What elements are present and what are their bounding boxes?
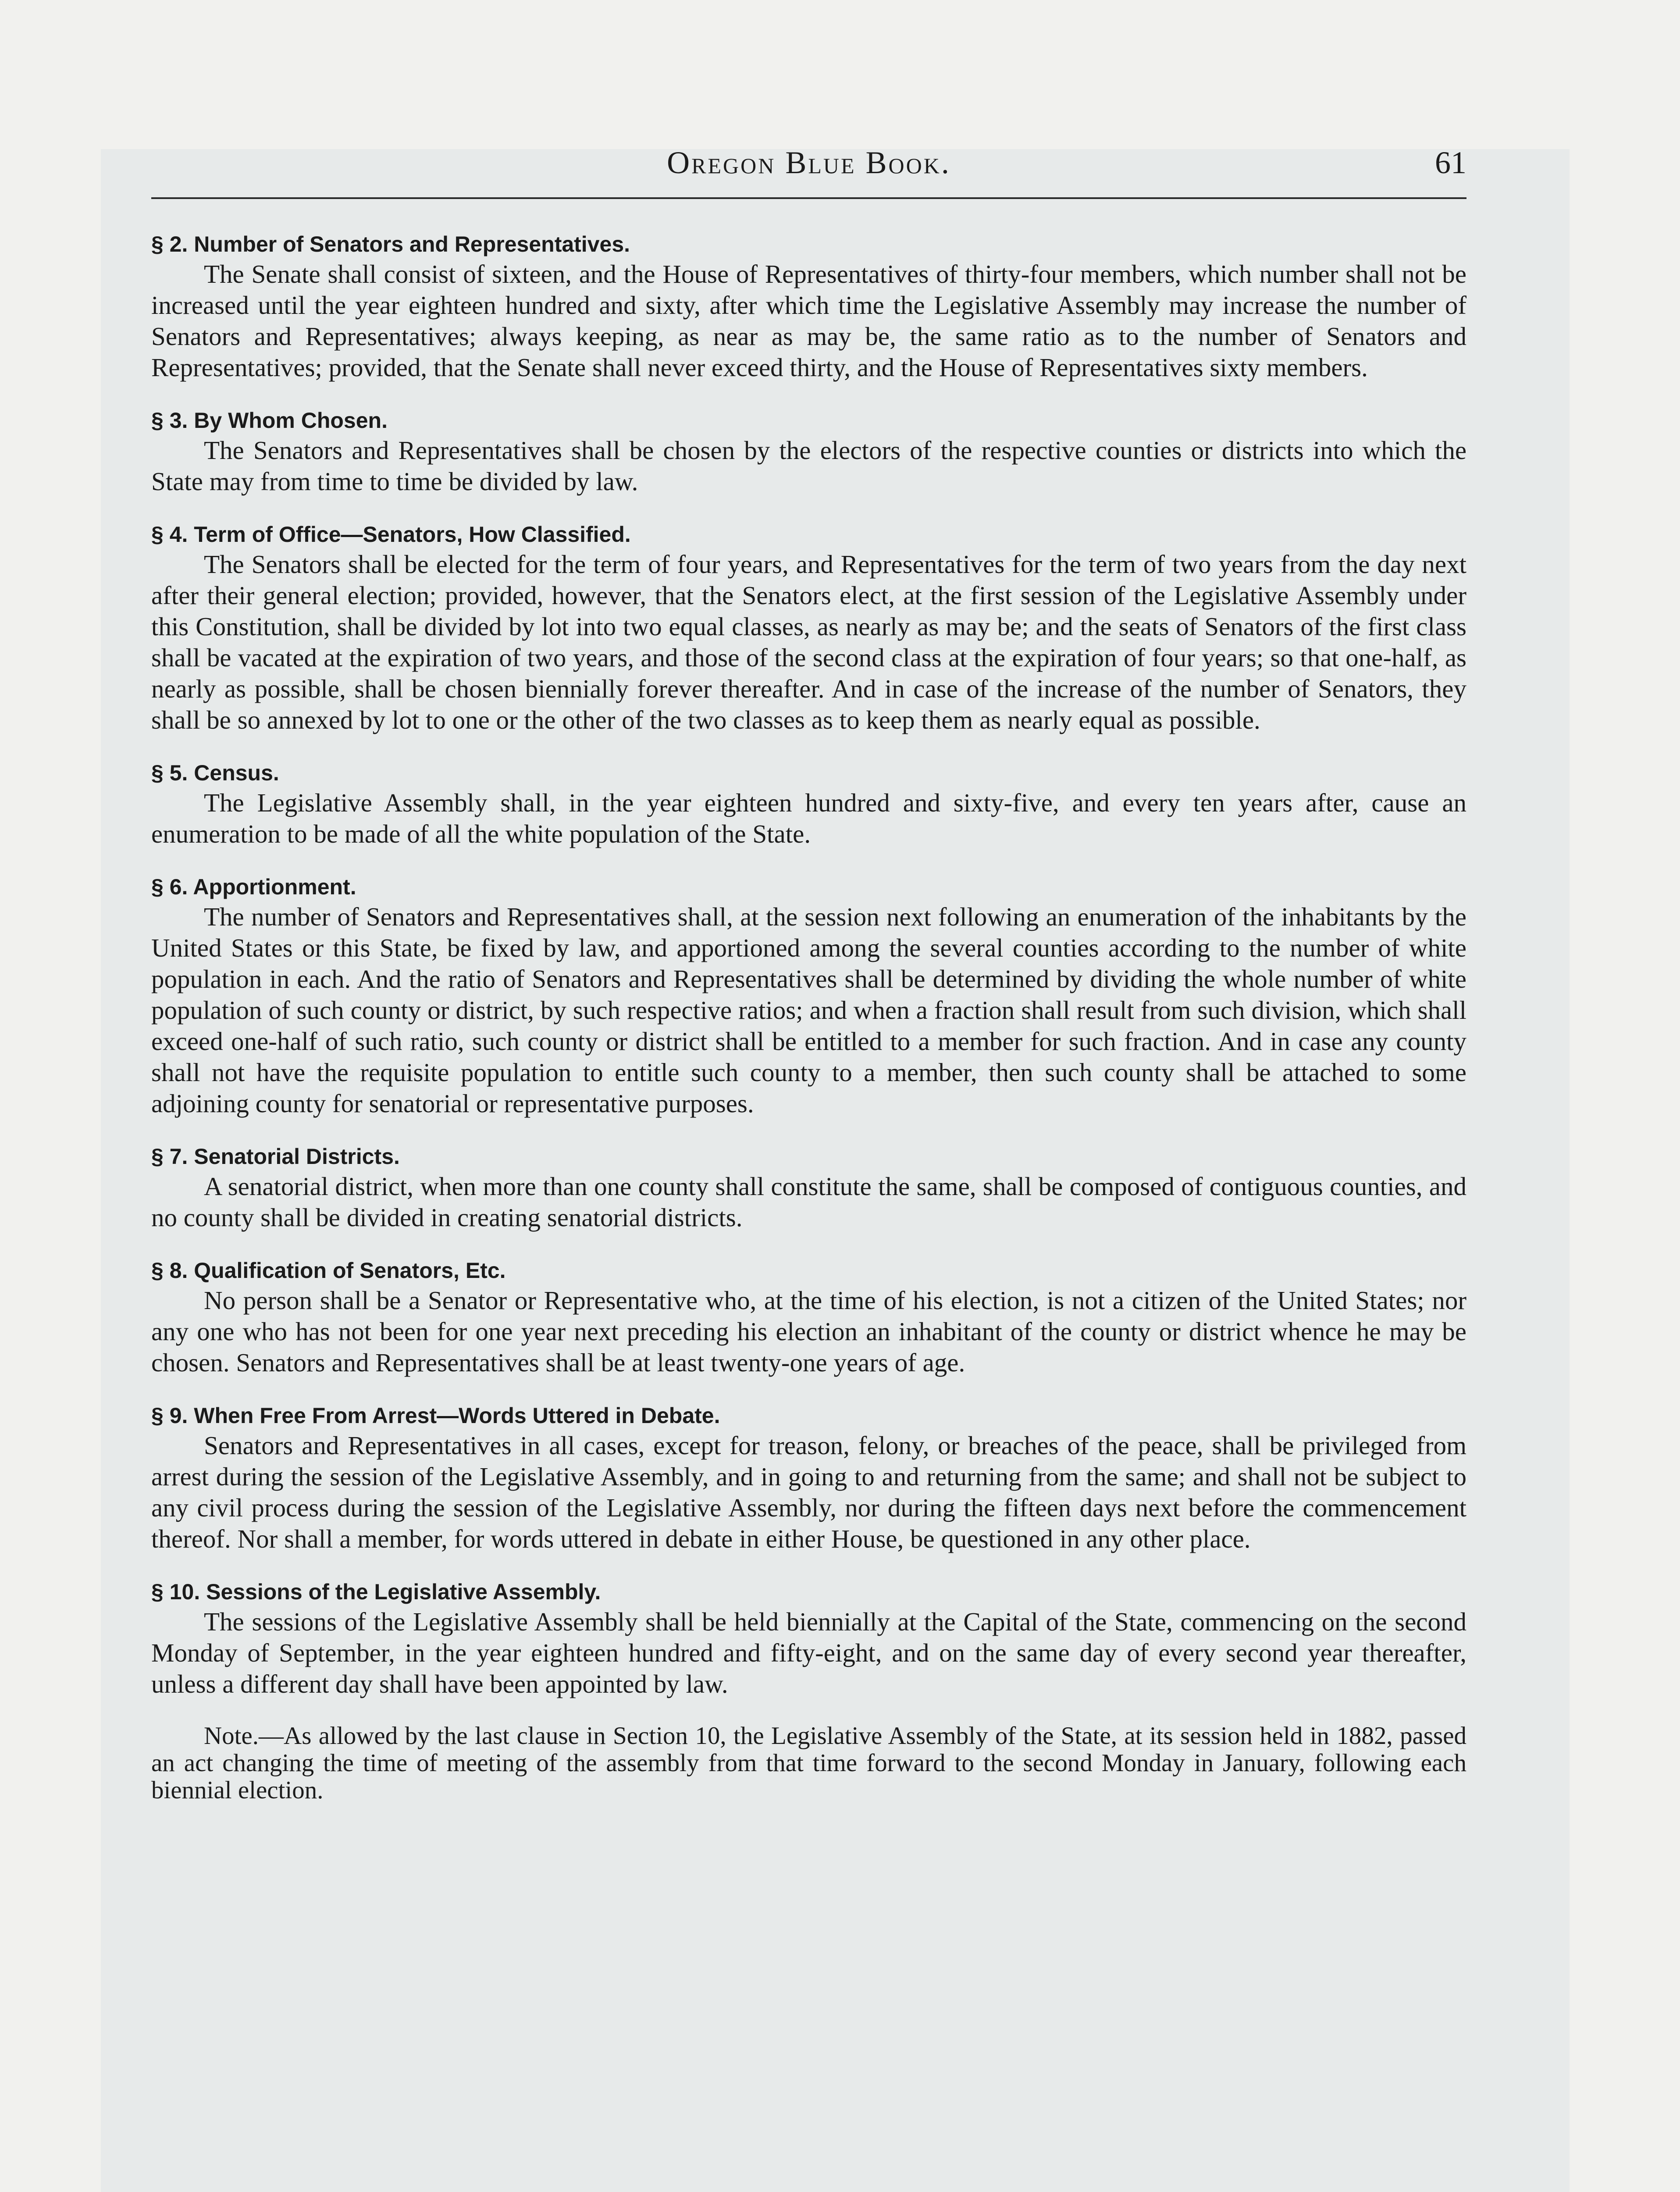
section-heading: § 6. Apportionment. — [151, 875, 356, 899]
section-text: The Legislative Assembly shall, in the year eighteen hundred and sixty-five, and every ten years after, cause an enumeration to be made of all the white population of the State. — [151, 788, 1466, 848]
section-heading: § 8. Qualification of Senators, Etc. — [151, 1258, 506, 1283]
section-text: The Senators and Representatives shall be chosen by the electors of the respective counties or districts into which the State may from time to time be divided by law. — [151, 436, 1466, 496]
section-text: The number of Senators and Representatives shall, at the session next following an enumeration of the inhabitants by the United States or this State, be fixed by law, and apportioned among the several counties according to the number of white population in each. And the ratio of Senators and Representatives shall be determined by dividing the whole number of white population of such county or district, by such respective ratios; and when a fraction shall result from such division, which shall exceed one-half of such ratio, such county or district shall be entitled to a member for such fraction. And in case any county shall not have the requisite population to entitle such county to a member, then such county shall be attached to some adjoining county for senatorial or representative purposes. — [151, 902, 1466, 1118]
section-3 — [151, 406, 1466, 497]
section-heading: § 10. Sessions of the Legislative Assembly. — [151, 1580, 601, 1604]
section-9 — [151, 1401, 1466, 1555]
section-4 — [151, 520, 1466, 736]
section-text: The sessions of the Legislative Assembly shall be held biennially at the Capital of the State, commencing on the second Monday of September, in the year eighteen hundred and fifty-eight, and on the same day of every second year thereafter, unless a different day shall have been appointed by law. — [151, 1607, 1466, 1698]
document-body — [151, 199, 1466, 1804]
document-page — [151, 132, 1466, 1804]
section-5 — [151, 758, 1466, 850]
section-heading: § 2. Number of Senators and Representatives. — [151, 232, 630, 256]
section-text: Senators and Representatives in all cases, except for treason, felony, or breaches of the peace, shall be privileged from arrest during the session of the Legislative Assembly, and in going to and returning from the same; and shall not be subject to any civil process during the session of the Legislative Assembly, nor during the fifteen days next before the commencement thereof. Nor shall a member, for words uttered in debate in either House, be questioned in any other place. — [151, 1431, 1466, 1553]
section-text: The Senate shall consist of sixteen, and the House of Representatives of thirty-four members, which number shall not be increased until the year eighteen hundred and sixty, after which time the Legislative Assembly may increase the number of Senators and Representatives; always keeping, as near as may be, the same ratio as to the number of Senators and Representatives; provided, that the Senate shall never exceed thirty, and the House of Representatives sixty members. — [151, 260, 1466, 382]
section-10 — [151, 1577, 1466, 1700]
note: Note.—As allowed by the last clause in Section 10, the Legislative Assembly of the State, at its session held in 1882, passed an act changing the time of meeting of the assembly from that time forward to the second Monday in January, following each biennial election. — [151, 1722, 1466, 1804]
section-text: No person shall be a Senator or Representative who, at the time of his election, is not a citizen of the United States; nor any one who has not been for one year next preceding his election an inhabitant of the county or district whence he may be chosen. Senators and Representatives shall be at least twenty-one years of age. — [151, 1286, 1466, 1377]
section-text: A senatorial district, when more than one county shall constitute the same, shall be composed of contiguous counties, and no county shall be divided in creating senatorial districts. — [151, 1172, 1466, 1232]
section-heading: § 4. Term of Office—Senators, How Classified. — [151, 522, 631, 547]
section-6 — [151, 872, 1466, 1119]
section-heading: § 7. Senatorial Districts. — [151, 1144, 400, 1169]
section-heading: § 3. By Whom Chosen. — [151, 408, 388, 433]
running-header — [151, 132, 1466, 199]
section-2 — [151, 230, 1466, 383]
section-8 — [151, 1256, 1466, 1378]
page-number: 61 — [1435, 145, 1466, 180]
section-7 — [151, 1142, 1466, 1233]
header-title: Oregon Blue Book. — [667, 145, 951, 180]
section-heading: § 5. Census. — [151, 761, 279, 785]
section-text: The Senators shall be elected for the term of four years, and Representatives for the term of two years from the day next after their general election; provided, however, that the Senators elect, at the first session of the Legislative Assembly under this Constitution, shall be divided by lot into two equal classes, as nearly as may be; and the seats of Senators of the first class shall be vacated at the expiration of two years, and those of the second class at the expiration of four years; so that one-half, as nearly as possible, shall be chosen biennially forever thereafter. And in case of the increase of the number of Senators, they shall be so annexed by lot to one or the other of the two classes as to keep them as nearly equal as possible. — [151, 550, 1466, 734]
section-heading: § 9. When Free From Arrest—Words Uttered in Debate. — [151, 1403, 720, 1428]
